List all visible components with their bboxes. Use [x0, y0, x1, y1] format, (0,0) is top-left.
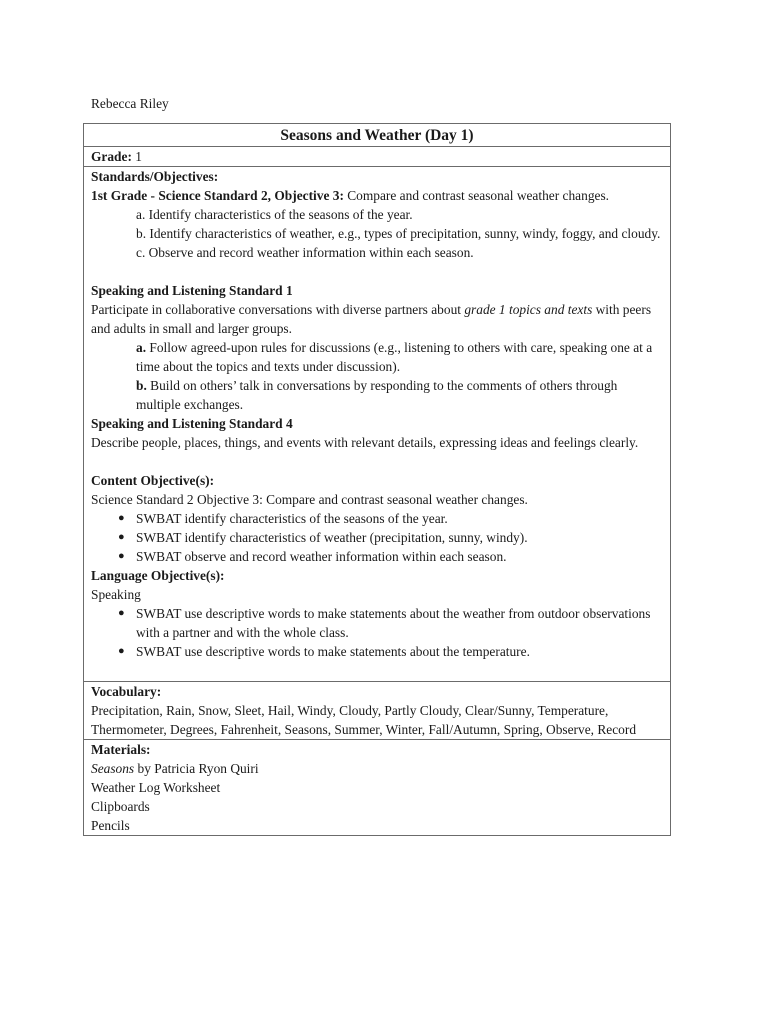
grade-cell [84, 147, 671, 167]
language-objective-list [91, 604, 663, 661]
sl1-item [91, 376, 663, 414]
sl1-text-b: with peers and adults in small and larger groups. [91, 302, 652, 336]
sl1-text-a: Participate in collaborative conversations with diverse partners about [91, 302, 465, 317]
grade-label: Grade: [91, 149, 132, 164]
author-name: Rebecca Riley [91, 96, 169, 111]
spacer [91, 661, 663, 680]
sl1-heading: Speaking and Listening Standard 1 [91, 283, 293, 298]
standards-cell [84, 167, 671, 682]
materials-row [84, 740, 671, 836]
bullet-icon: ● [118, 531, 125, 543]
list-item-text: SWBAT use descriptive words to make statements about the temperature. [136, 644, 530, 659]
list-item-text: SWBAT use descriptive words to make statements about the weather from outdoor observations with a partner and with the whole class. [136, 606, 651, 640]
grade-row [84, 147, 671, 167]
list-item [91, 604, 663, 642]
content-objective-list [91, 509, 663, 566]
vocabulary-heading: Vocabulary: [91, 684, 162, 699]
list-item-text: SWBAT identify characteristics of the seasons of the year. [136, 511, 448, 526]
bullet-icon: ● [118, 512, 125, 524]
sl1-item-text: Build on others’ talk in conversations by responding to the comments of others through multiple exchanges. [136, 378, 618, 412]
title-row [84, 124, 671, 147]
spacer [91, 452, 663, 471]
spacer [91, 262, 663, 281]
list-item [91, 528, 663, 547]
vocabulary-cell [84, 682, 671, 740]
materials-cell [84, 740, 671, 836]
sl1-item-label: b. [136, 378, 147, 393]
language-objective-heading: Language Objective(s): [91, 568, 225, 583]
sl4-heading: Speaking and Listening Standard 4 [91, 416, 293, 431]
standards-row [84, 167, 671, 682]
list-item-text: SWBAT observe and record weather information within each season. [136, 549, 507, 564]
sl1-text-italic: grade 1 topics and texts [464, 302, 593, 317]
sl1-text [91, 300, 663, 338]
bullet-icon: ● [118, 607, 125, 619]
sl4-text: Describe people, places, things, and events with relevant details, expressing ideas and feelings clearly. [91, 435, 639, 450]
book-title: Seasons [91, 761, 135, 776]
science-standard-label: 1st Grade - Science Standard 2, Objective 3: [91, 188, 344, 203]
materials-item: Clipboards [91, 799, 150, 814]
language-objective-text: Speaking [91, 587, 141, 602]
science-standard-text: Compare and contrast seasonal weather changes. [343, 188, 610, 203]
grade-value: 1 [131, 149, 142, 164]
content-objective-text: Science Standard 2 Objective 3: Compare and contrast seasonal weather changes. [91, 492, 528, 507]
bullet-icon: ● [118, 550, 125, 562]
book-author: by Patricia Ryon Quiri [134, 761, 259, 776]
standards-heading: Standards/Objectives: [91, 169, 219, 184]
science-item: a. Identify characteristics of the seasons of the year. [136, 207, 413, 222]
materials-heading: Materials: [91, 742, 151, 757]
science-standard [91, 186, 663, 205]
science-item: b. Identify characteristics of weather, e.g., types of precipitation, sunny, windy, foggy, and cloudy. [136, 226, 661, 241]
list-item [91, 642, 663, 661]
materials-item: Weather Log Worksheet [91, 780, 221, 795]
list-item-text: SWBAT identify characteristics of weather (precipitation, sunny, windy). [136, 530, 528, 545]
sl1-item-label: a. [136, 340, 147, 355]
materials-item: Pencils [91, 818, 130, 833]
lesson-title: Seasons and Weather (Day 1) [84, 124, 671, 147]
bullet-icon: ● [118, 645, 125, 657]
materials-book [91, 759, 663, 778]
vocabulary-text: Precipitation, Rain, Snow, Sleet, Hail, Windy, Cloudy, Partly Cloudy, Clear/Sunny, Temperature, Thermometer, Degrees, Fahrenheit, Seasons, Summer, Winter, Fall/Autumn, Spring, Observe, Record [91, 703, 637, 737]
sl1-item-text: Follow agreed-upon rules for discussions (e.g., listening to others with care, speaking one at a time about the topics and texts under discussion). [136, 340, 653, 374]
list-item [91, 509, 663, 528]
vocabulary-row [84, 682, 671, 740]
sl1-item [91, 338, 663, 376]
content-objective-heading: Content Objective(s): [91, 473, 215, 488]
science-item: c. Observe and record weather information within each season. [136, 245, 474, 260]
list-item [91, 547, 663, 566]
lesson-plan-table [83, 123, 671, 836]
